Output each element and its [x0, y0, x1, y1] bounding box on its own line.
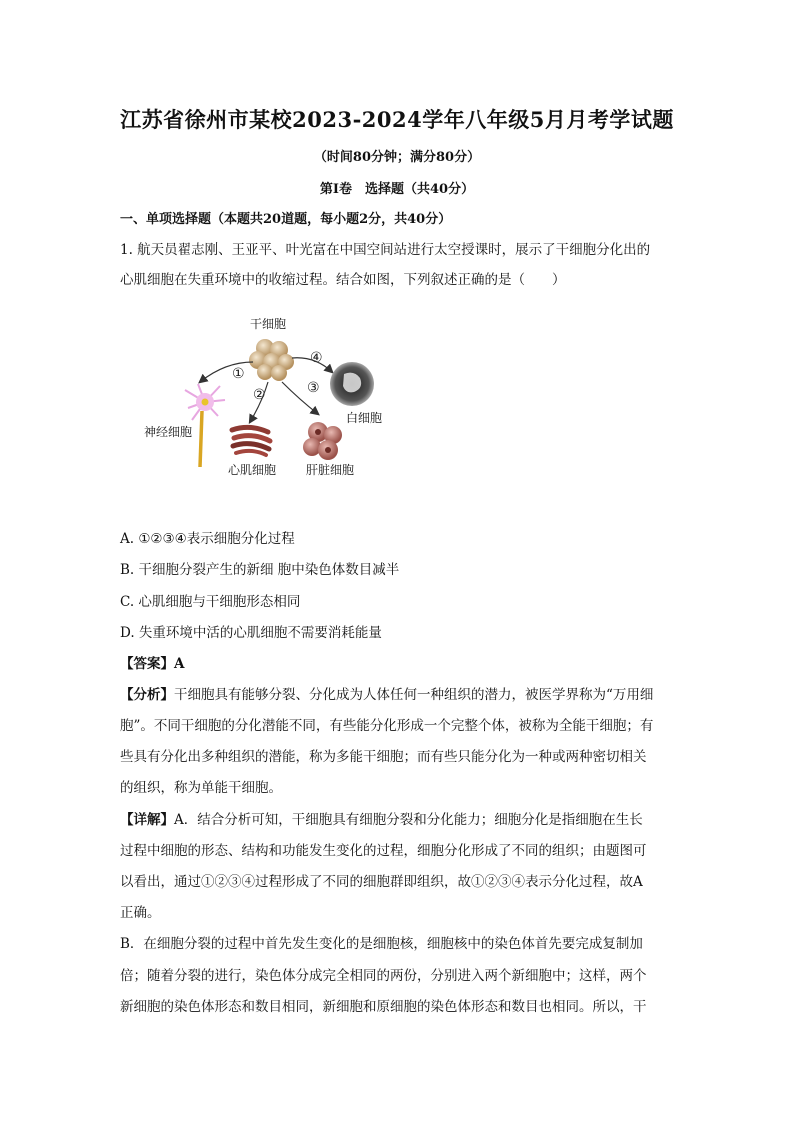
analysis-line-4: 的组织，称为单能干细胞。: [120, 780, 282, 796]
answer-value: A: [174, 656, 185, 672]
question-text-line-1: 1. 航天员翟志刚、王亚平、叶光富在中国空间站进行太空授课时，展示了干细胞分化出的: [120, 242, 651, 258]
analysis-text-1: 干细胞具有能够分裂、分化成为人体任何一种组织的潜力，被医学界称为“万用细: [174, 687, 654, 703]
option-c: C. 心肌细胞与干细胞形态相同: [120, 594, 301, 610]
step-2-label: ②: [253, 387, 266, 403]
detail-line-2: 过程中细胞的形态、结构和功能发生变化的过程，细胞分化形成了不同的组织；由题图可: [120, 843, 647, 859]
document-title: 江苏省徐州市某校2023-2024学年八年级5月月考学试题: [120, 107, 674, 132]
exam-time-info: （时间80分钟；满分80分）: [313, 150, 481, 165]
heart-muscle-cell-icon: [232, 427, 270, 455]
white-blood-cell-icon: [330, 362, 374, 406]
white-cell-label: 白细胞: [346, 411, 383, 425]
option-a: A. ①②③④表示细胞分化过程: [120, 531, 295, 547]
detail-line-7: 新细胞的染色体形态和数目相同，新细胞和原细胞的染色体形态和数目也相同。所以，干: [120, 999, 647, 1015]
section-heading: 第Ⅰ卷 选择题（共40分）: [319, 182, 475, 197]
analysis-line-2: 胞”。不同干细胞的分化潜能不同，有些能分化形成一个完整个体，被称为全能干细胞；有: [120, 718, 654, 734]
detail-line-5: B．在细胞分裂的过程中首先发生变化的是细胞核，细胞核中的染色体首先要完成复制加: [120, 936, 643, 952]
answer-line: [120, 654, 675, 674]
analysis-label: 【分析】: [120, 687, 174, 703]
liver-cell-label: 肝脏细胞: [306, 463, 355, 477]
detail-text-1: A．结合分析可知，干细胞具有细胞分裂和分化能力；细胞分化是指细胞在生长: [174, 812, 643, 828]
analysis-line-1: [120, 685, 675, 705]
stem-cell-label: 干细胞: [250, 317, 287, 331]
option-b: B. 干细胞分裂产生的新细 胞中染色体数目减半: [120, 562, 400, 578]
step-1-label: ①: [232, 366, 245, 382]
step-4-label: ④: [310, 350, 323, 366]
stem-cell-icon: [249, 339, 294, 381]
detail-line-3: 以看出，通过①②③④过程形成了不同的细胞群即组织，故①②③④表示分化过程，故A: [120, 874, 643, 890]
nerve-cell-label: 神经细胞: [144, 425, 193, 439]
question-text-line-2: 心肌细胞在失重环境中的收缩过程。结合如图，下列叙述正确的是（ ）: [120, 272, 566, 288]
detail-label: 【详解】: [120, 812, 174, 828]
detail-line-1: [120, 810, 675, 830]
answer-label: 【答案】: [120, 656, 174, 672]
cell-differentiation-figure: [140, 312, 390, 492]
detail-line-6: 倍；随着分裂的进行，染色体分成完全相同的两份，分别进入两个新细胞中；这样，两个: [120, 968, 647, 984]
option-d: D. 失重环境中活的心肌细胞不需要消耗能量: [120, 625, 382, 641]
analysis-line-3: 些具有分化出多种组织的潜能，称为多能干细胞；而有些只能分化为一种或两种密切相关: [120, 749, 647, 765]
heart-cell-label: 心肌细胞: [228, 463, 277, 477]
part-heading: 一、单项选择题（本题共20道题，每小题2分，共40分）: [120, 212, 452, 227]
detail-line-4: 正确。: [120, 905, 161, 921]
step-3-label: ③: [307, 380, 320, 396]
liver-cell-icon: [303, 422, 342, 460]
